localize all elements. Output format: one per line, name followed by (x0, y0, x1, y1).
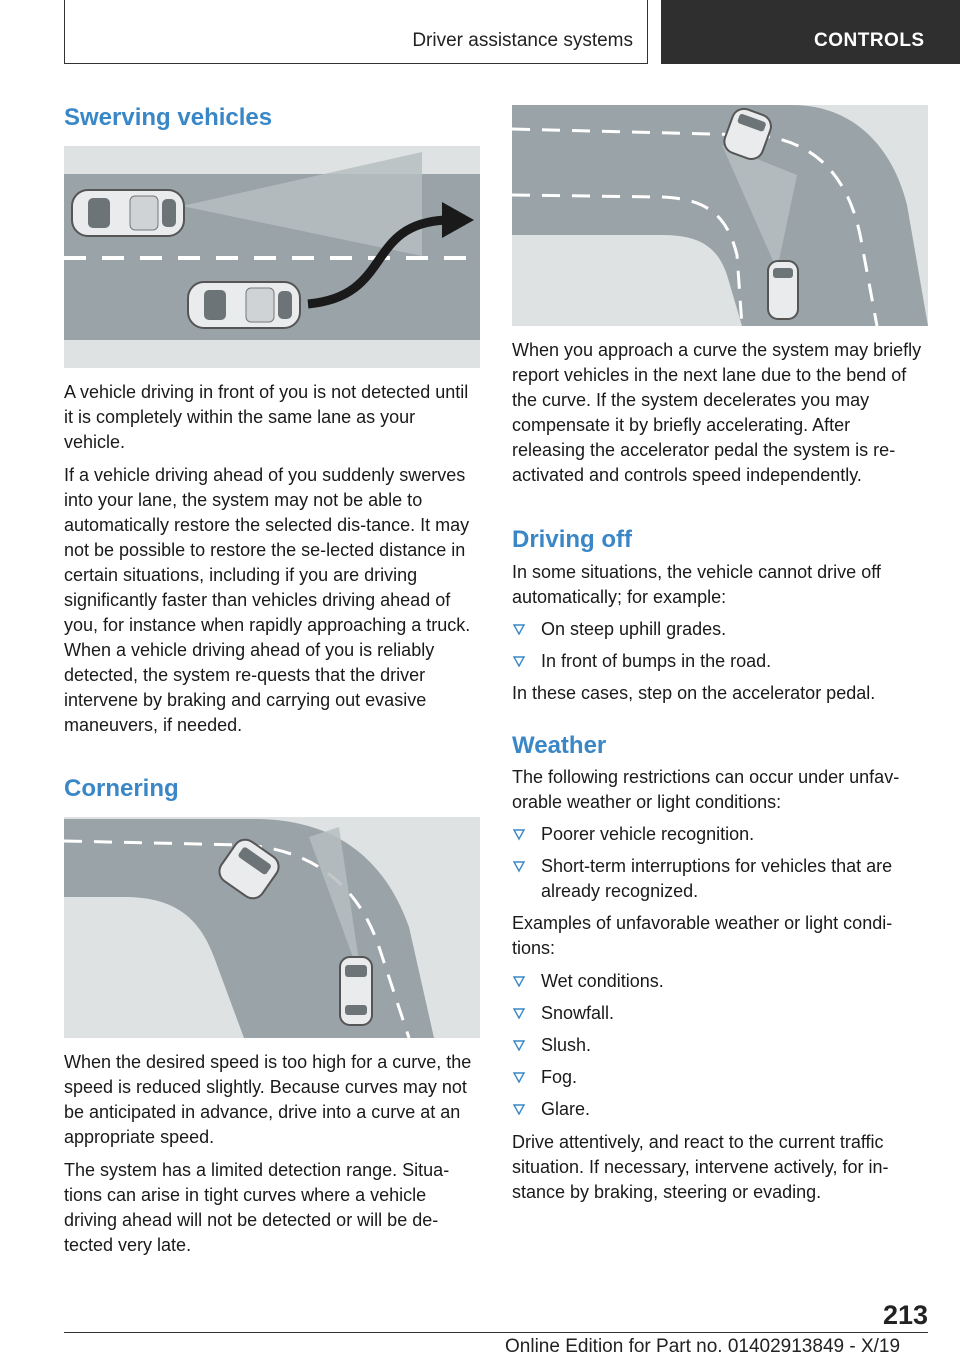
weather-examples-list (512, 969, 928, 1129)
heading-weather: Weather (512, 732, 607, 759)
heading-driving-off: Driving off (512, 526, 632, 553)
cornering-paragraph-2: The system has a limited detection range. Situa-tions can arise in tight curves where a vehicle driving ahead will not be detected or will be de-tected very late. (64, 1160, 450, 1255)
footer-edition: Online Edition for Part no. 01402913849 - X/19 (505, 1336, 901, 1357)
list-item: Wet conditions. (512, 969, 928, 994)
list-item: Slush. (512, 1033, 928, 1058)
triangle-bullet-icon (512, 1097, 526, 1122)
triangle-bullet-icon (512, 1001, 526, 1026)
triangle-bullet-icon (512, 617, 526, 642)
list-item: Fog. (512, 1065, 928, 1090)
swerving-paragraph-1: A vehicle driving in front of you is not detected until it is completely within the same lane as your vehicle. (64, 382, 469, 452)
triangle-bullet-icon (512, 969, 526, 994)
header-chapter-tab (661, 0, 960, 64)
list-item: On steep uphill grades. (512, 617, 928, 642)
triangle-bullet-icon (512, 854, 526, 879)
page-number: 213 (882, 1300, 928, 1330)
list-item: Short-term interruptions for vehicles that are already recognized. (512, 854, 928, 904)
triangle-bullet-icon (512, 822, 526, 847)
weather-restrictions-list (512, 822, 928, 911)
list-item: Snowfall. (512, 1001, 928, 1026)
heading-cornering: Cornering (64, 775, 179, 802)
triangle-bullet-icon (512, 1033, 526, 1058)
triangle-bullet-icon (512, 1065, 526, 1090)
list-item: In front of bumps in the road. (512, 649, 928, 674)
weather-closing: Drive attentively, and react to the current traffic situation. If necessary, intervene actively, for in-stance by braking, steering or evading. (512, 1132, 889, 1202)
driving-off-list (512, 617, 928, 681)
weather-examples-intro: Examples of unfavorable weather or light condi-tions: (512, 913, 893, 958)
weather-intro: The following restrictions can occur under unfav-orable weather or light conditions: (512, 767, 900, 812)
header-section-tab (64, 0, 648, 64)
driving-off-intro: In some situations, the vehicle cannot drive off automatically; for example: (512, 562, 881, 607)
curve-next-lane-illustration (512, 105, 928, 326)
list-item: Poorer vehicle recognition. (512, 822, 928, 847)
triangle-bullet-icon (512, 649, 526, 674)
swerving-vehicles-illustration (64, 146, 480, 368)
swerving-paragraph-2: If a vehicle driving ahead of you suddenly swerves into your lane, the system may not be able to automatically restore the selected dis-tance. It may not be possible to restore the se-lected distance in certain situations, including if you are driving significantly faster than vehicles driving ahead of you, for instance when rapidly approaching a truck. When a vehicle driving ahead of you is reliably detected, the system re-quests that the driver intervene by braking and carrying out evasive maneuvers, if needed. (64, 465, 471, 735)
curve-caption: When you approach a curve the system may briefly report vehicles in the next lane due to the bend of the curve. If the system decelerates you may compensate it by briefly accelerating. After releasing the accelerator pedal the system is re-activated and controls speed independently. (512, 340, 922, 485)
header-section-title: Driver assistance systems (412, 30, 633, 51)
cornering-illustration (64, 817, 480, 1038)
heading-swerving-vehicles: Swerving vehicles (64, 104, 273, 131)
footer-divider (64, 1332, 928, 1333)
driving-off-outro: In these cases, step on the accelerator pedal. (512, 683, 876, 703)
cornering-paragraph-1: When the desired speed is too high for a curve, the speed is reduced slightly. Because curves may not be anticipated in advance, drive into a curve at an appropriate speed. (64, 1052, 472, 1147)
list-item: Glare. (512, 1097, 928, 1122)
header-chapter-title: CONTROLS (814, 30, 925, 51)
